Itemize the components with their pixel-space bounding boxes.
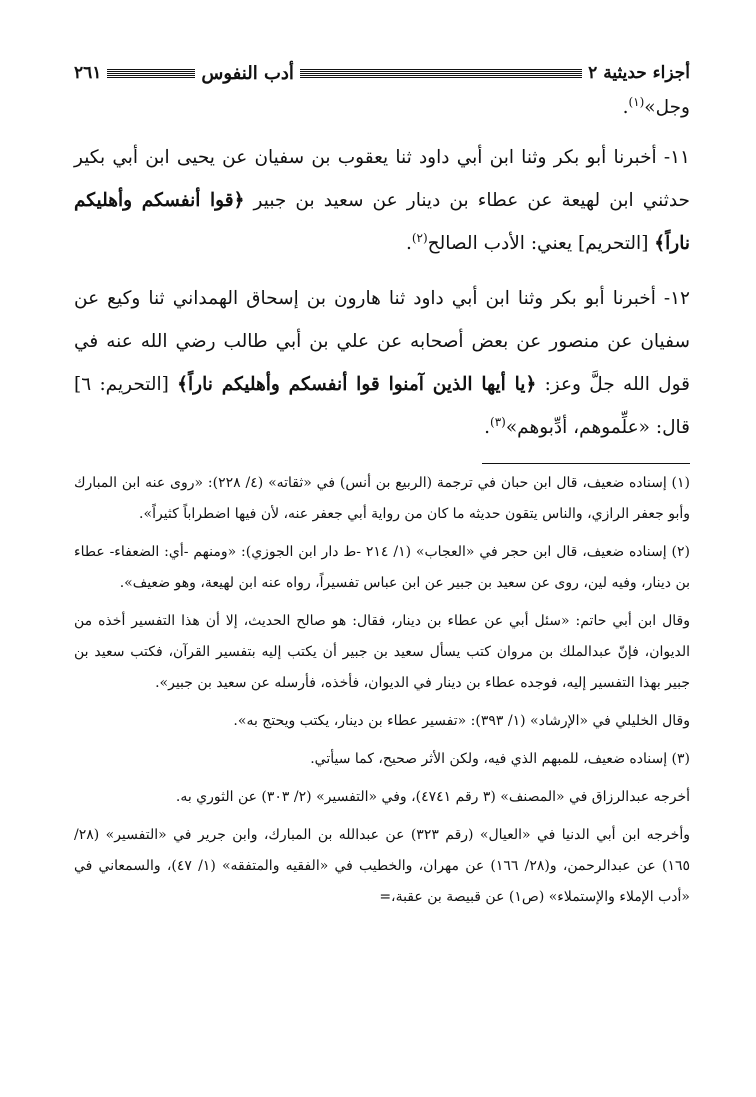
header-rule-left — [107, 69, 195, 78]
page-number: ٢٦١ — [74, 63, 102, 83]
footnote-2-cont-b: وقال الخليلي في «الإرشاد» (١/ ٣٩٣): «تفسير عطاء بن دينار، يكتب ويحتج به». — [233, 713, 690, 729]
footnotes — [74, 468, 690, 913]
hadith-12: ١٢- أخبرنا أبو بكر وثنا ابن أبي داود ثنا هارون بن إسحاق الهمداني ثنا وكيع عن سفيان عن منصور عن بعض أصحابه عن علي بن أبي طالب رضي الله عنه في قول الله جلَّ وعز: ﴿يا أيها الذين آمنوا قوا أنفسكم وأهليكم ناراً﴾ [التحريم: ٦] قال: «علِّموهم، أدِّبوهم»$^{(٣)}$. — [74, 288, 690, 438]
hadith-11-quran: ﴿قوا أنفسكم وأهليكم ناراً﴾ — [74, 190, 690, 254]
section-title: أدب النفوس — [201, 62, 294, 84]
footnote-separator — [482, 463, 690, 464]
footnote-2-cont-a: وقال ابن أبي حاتم: «سئل أبي عن عطاء بن دينار، فقال: هو صالح الحديث، إلا أن هذا التفسير أخذه من الديوان، فإنّ عبدالملك بن مروان كتب يسأل سعيد بن جبير أن يكتب إليه بتفسير القرآن، فكتب سعيد بن جبير بهذا التفسير إليه، فوجده عطاء بن دينار في الديوان، فأخذه، فأرسله عن سعيد بن جبير». — [74, 613, 690, 691]
footnote-3: (٣) إسناده ضعيف، للمبهم الذي فيه، ولكن الأثر صحيح، كما سيأتي. — [310, 751, 690, 767]
hadith-12-saying: «علِّموهم، أدِّبوهم» — [505, 417, 650, 438]
continuation-line: وجل»$^{(١)}$. — [622, 94, 690, 118]
footnote-3-cont-b: وأخرجه ابن أبي الدنيا في «العيال» (رقم ٣٢٣) عن عبدالله بن المبارك، وابن جرير في «التفسير» (٢٨/ ١٦٥) عن عبدالرحمن، و(٢٨/ ١٦٦) عن مهران، والخطيب في «الفقيه والمتفقه» (١/ ٤٧)، والسمعاني في «أدب الإملاء والإستملاء» (ص١) عن قبيصة بن عقبة،= — [74, 827, 691, 905]
continuation-text: وجل» — [644, 97, 690, 118]
footnote-2: (٢) إسناده ضعيف، قال ابن حجر في «العجاب» (١/ ٢١٤ -ط دار ابن الجوزي): «ومنهم -أي: الضعفاء- عطاء بن دينار، وفيه لين، روى عن سعيد بن جبير عن ابن عباس تفسيراً، رواه عنه ابن لهيعة، وهو ضعيف». — [74, 544, 690, 591]
running-header — [74, 58, 690, 88]
footnote-3-cont-a: أخرجه عبدالرزاق في «المصنف» (٣ رقم ٤٧٤١)، وفي «التفسير» (٢/ ٣٠٣) عن الثوري به. — [175, 789, 690, 805]
hadith-12-isnad: ١٢- أخبرنا أبو بكر وثنا ابن أبي داود ثنا هارون بن إسحاق الهمداني ثنا وكيع عن سفيان عن منصور عن بعض أصحابه عن علي بن أبي طالب رضي الله عنه في قول الله جلَّ وعز: — [74, 288, 690, 395]
footnote-ref-1: (١) — [628, 94, 645, 109]
header-rule-right — [300, 69, 582, 78]
hadith-11-tail: [التحريم] يعني: الأدب الصالح — [427, 233, 655, 254]
book-title: أجزاء حديثية ٢ — [588, 63, 690, 83]
hadith-12-quran: ﴿يا أيها الذين آمنوا قوا أنفسكم وأهليكم ناراً﴾ — [177, 374, 537, 395]
page — [74, 58, 690, 920]
hadith-11-isnad: ١١- أخبرنا أبو بكر وثنا ابن أبي داود ثنا يعقوب بن سفيان عن يحيى ابن أبي بكير حدثني ابن لهيعة عن عطاء بن دينار عن سعيد بن جبير — [74, 147, 690, 211]
footnote-ref-2: (٢) — [411, 230, 428, 245]
hadith-11: ١١- أخبرنا أبو بكر وثنا ابن أبي داود ثنا يعقوب بن سفيان عن يحيى ابن أبي بكير حدثني ابن لهيعة عن عطاء بن دينار عن سعيد بن جبير ﴿قوا أنفسكم وأهليكم ناراً﴾ [التحريم] يعني: الأدب الصالح$^{(٢)}$. — [74, 147, 690, 254]
main-text — [74, 88, 690, 449]
hadith-12-tail: [التحريم: ٦] قال: — [74, 374, 690, 438]
footnote-1: (١) إسناده ضعيف، قال ابن حبان في ترجمة (الربيع بن أنس) في «ثقاته» (٤/ ٢٢٨): «روى عنه ابن المبارك وأبو جعفر الرازي، والناس يتقون حديثه ما كان من رواية أبي جعفر عنه، لأن فيها اضطراباً كثيراً». — [74, 475, 691, 522]
footnote-ref-3: (٣) — [490, 414, 506, 429]
